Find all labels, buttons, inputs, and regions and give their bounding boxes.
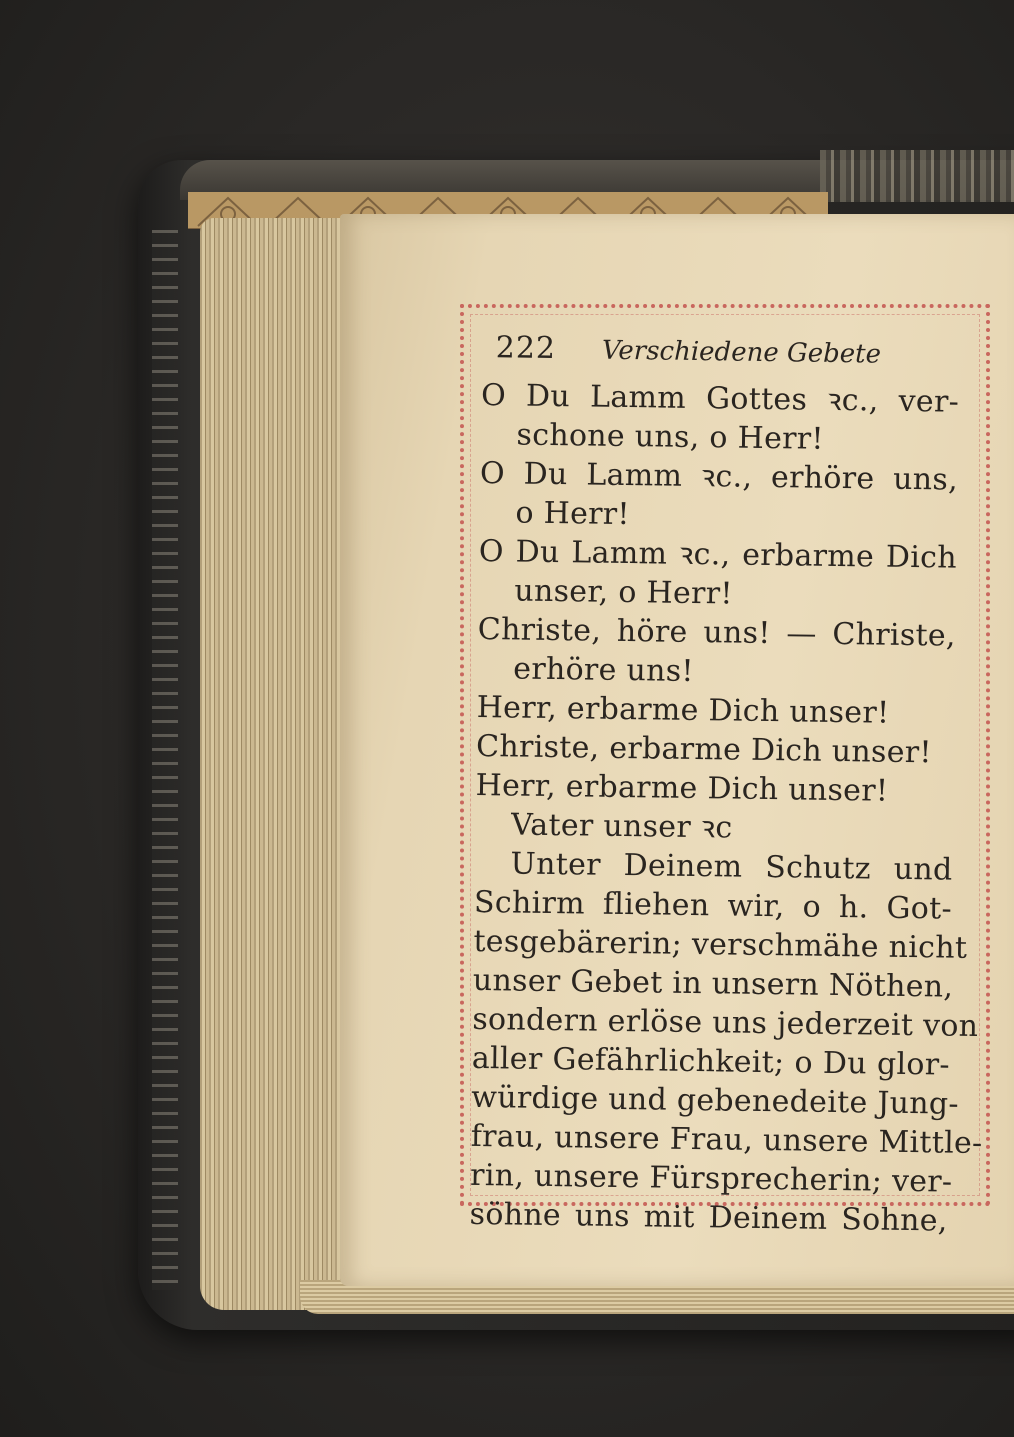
cover-stitching <box>152 230 178 1290</box>
text-line: O Du Lamm ꝛc., erbarme Dich <box>478 533 958 576</box>
text-line: Vater unser ꝛc <box>510 807 733 846</box>
text-line: Herr, erbarme Dich unser! <box>475 767 889 809</box>
worn-cover-corner <box>820 150 1014 202</box>
running-head: Verschiedene Gebete <box>601 335 882 370</box>
text-line: würdige und gebenedeite Jung- <box>471 1079 960 1122</box>
text-line: unser, o Herr! <box>514 573 733 612</box>
text-line: Schirm fliehen wir, o h. Got- <box>473 884 953 927</box>
page-header <box>495 330 960 382</box>
text-line: söhne uns mit Deinem Sohne, <box>469 1196 948 1239</box>
gilt-page-edges <box>200 218 360 1310</box>
text-line: Christe, erbarme Dich unser! <box>475 728 933 771</box>
page-number: 222 <box>495 330 557 367</box>
text-line: Unter Deinem Schutz und <box>510 846 953 888</box>
text-line: Herr, erbarme Dich unser! <box>476 689 890 731</box>
text-line: aller Gefährlichkeit; o Du glor- <box>471 1040 951 1083</box>
text-line: Christe, höre uns! — Christe, <box>477 611 957 654</box>
text-line: frau, unsere Frau, unsere Mittle- <box>470 1118 983 1162</box>
text-line: O Du Lamm Gottes ꝛc., ver- <box>480 377 960 420</box>
text-line: O Du Lamm ꝛc., erhöre uns, <box>479 455 959 498</box>
text-line: rin, unsere Fürsprecherin; ver- <box>469 1157 953 1200</box>
text-line: o Herr! <box>515 495 631 533</box>
text-line: erhöre uns! <box>513 651 695 689</box>
text-line: schone uns, o Herr! <box>516 417 825 457</box>
text-line: tesgebärerin; verschmähe nicht <box>473 923 968 966</box>
text-line: sondern erlöse uns jederzeit von <box>472 1001 979 1044</box>
page-text <box>469 330 983 1241</box>
text-line: unser Gebet in unsern Nöthen, <box>472 962 954 1005</box>
